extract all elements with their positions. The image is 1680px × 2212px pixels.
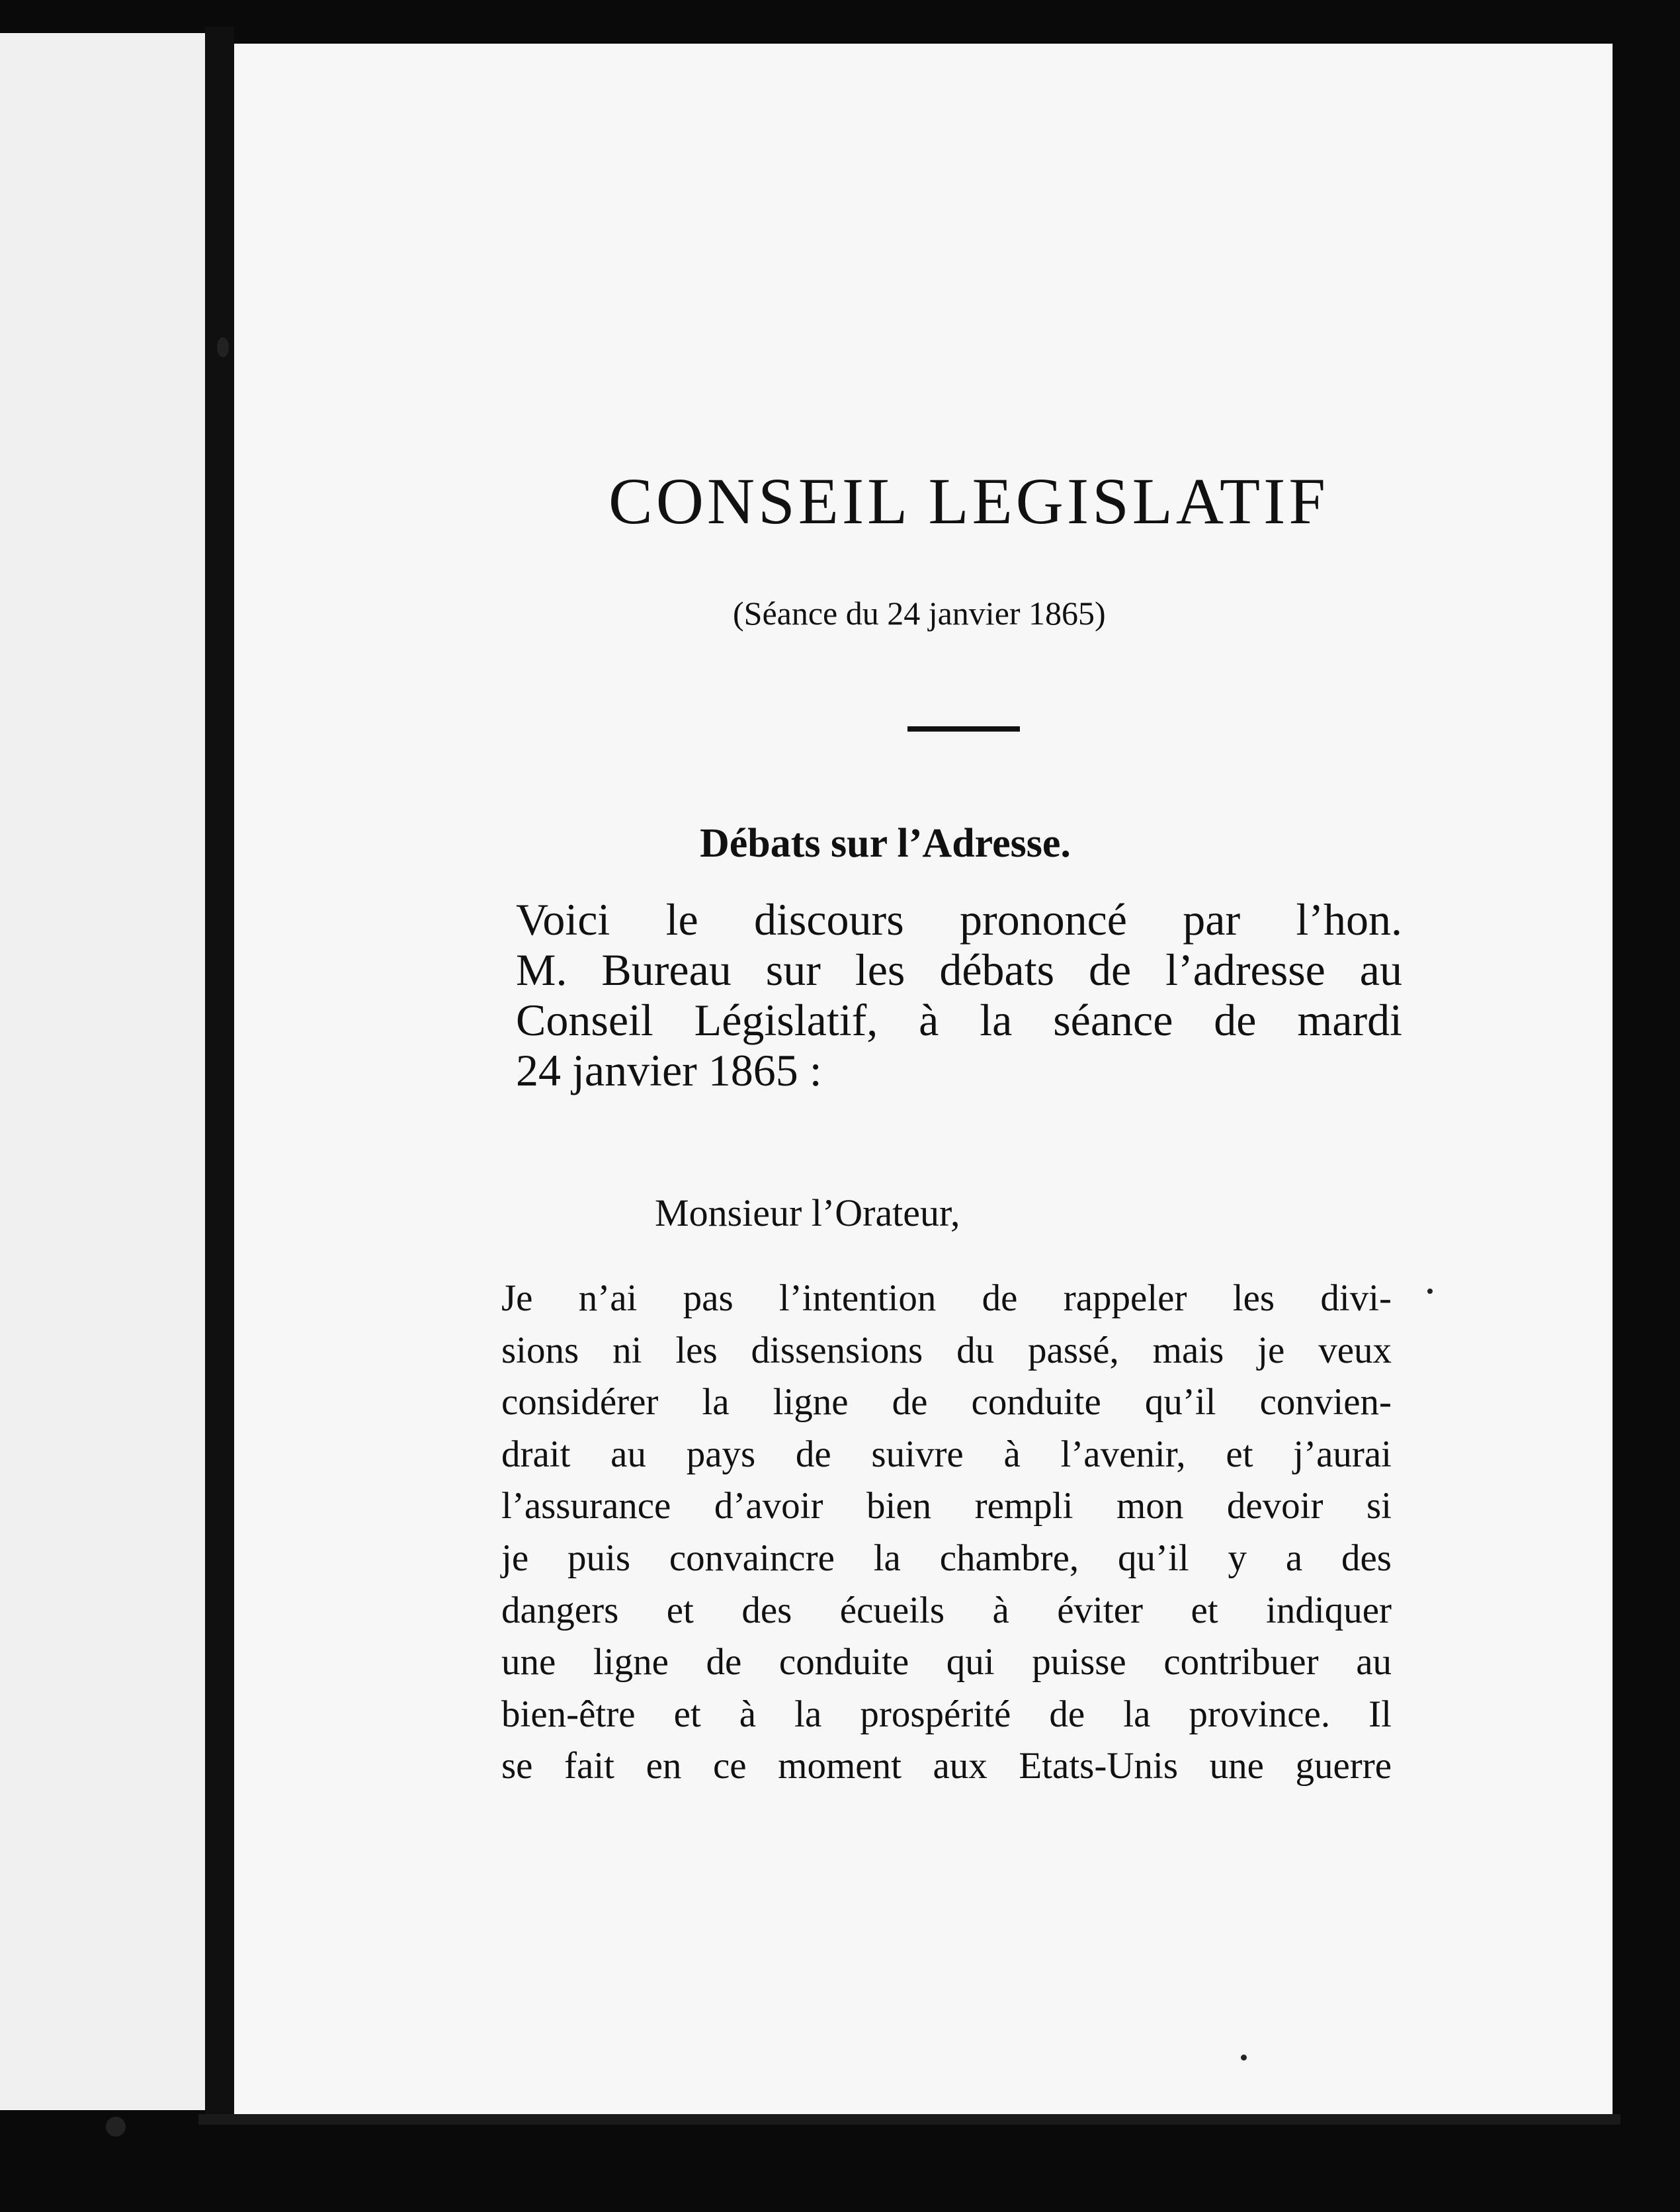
body-line: Je n’ai pas l’intention de rappeler les divi- bbox=[501, 1277, 1392, 1319]
intro-line: M. Bureau sur les débats de l’adresse au bbox=[516, 945, 1402, 995]
facing-page-edge bbox=[0, 33, 205, 2110]
intro-paragraph bbox=[516, 894, 1402, 1095]
body-line: drait au pays de suivre à l’avenir, et j’aurai bbox=[501, 1433, 1392, 1475]
body-line: considérer la ligne de conduite qu’il convien- bbox=[501, 1381, 1392, 1424]
body-line: une ligne de conduite qui puisse contribuer au bbox=[501, 1641, 1392, 1683]
body-line: dangers et des écueils à éviter et indiquer bbox=[501, 1589, 1392, 1631]
body-line: l’assurance d’avoir bien rempli mon devoir si bbox=[501, 1485, 1392, 1527]
section-title: Débats sur l’Adresse. bbox=[700, 821, 1071, 866]
intro-line: Voici le discours prononcé par l’hon. bbox=[516, 894, 1402, 945]
paper-speck bbox=[217, 337, 229, 357]
paper-speck bbox=[1241, 2055, 1247, 2061]
intro-line: Conseil Législatif, à la séance de mardi bbox=[516, 995, 1402, 1045]
paper-speck bbox=[106, 2117, 126, 2137]
separator-rule bbox=[907, 726, 1020, 732]
body-line: se fait en ce moment aux Etats-Unis une guerre bbox=[501, 1745, 1392, 1787]
document-heading: CONSEIL LEGISLATIF bbox=[609, 464, 1329, 538]
body-paragraph bbox=[501, 1273, 1392, 1793]
body-line: je puis convaincre la chambre, qu’il y a des bbox=[501, 1537, 1392, 1579]
paper-speck bbox=[1427, 1289, 1433, 1294]
body-line: sions ni les dissensions du passé, mais je veux bbox=[501, 1329, 1392, 1371]
page-bottom-edge bbox=[198, 2114, 1620, 2125]
intro-line: 24 janvier 1865 : bbox=[516, 1045, 822, 1095]
salutation: Monsieur l’Orateur, bbox=[655, 1191, 960, 1234]
body-line: bien-être et à la prospérité de la province. Il bbox=[501, 1693, 1392, 1735]
session-date: (Séance du 24 janvier 1865) bbox=[733, 595, 1106, 632]
